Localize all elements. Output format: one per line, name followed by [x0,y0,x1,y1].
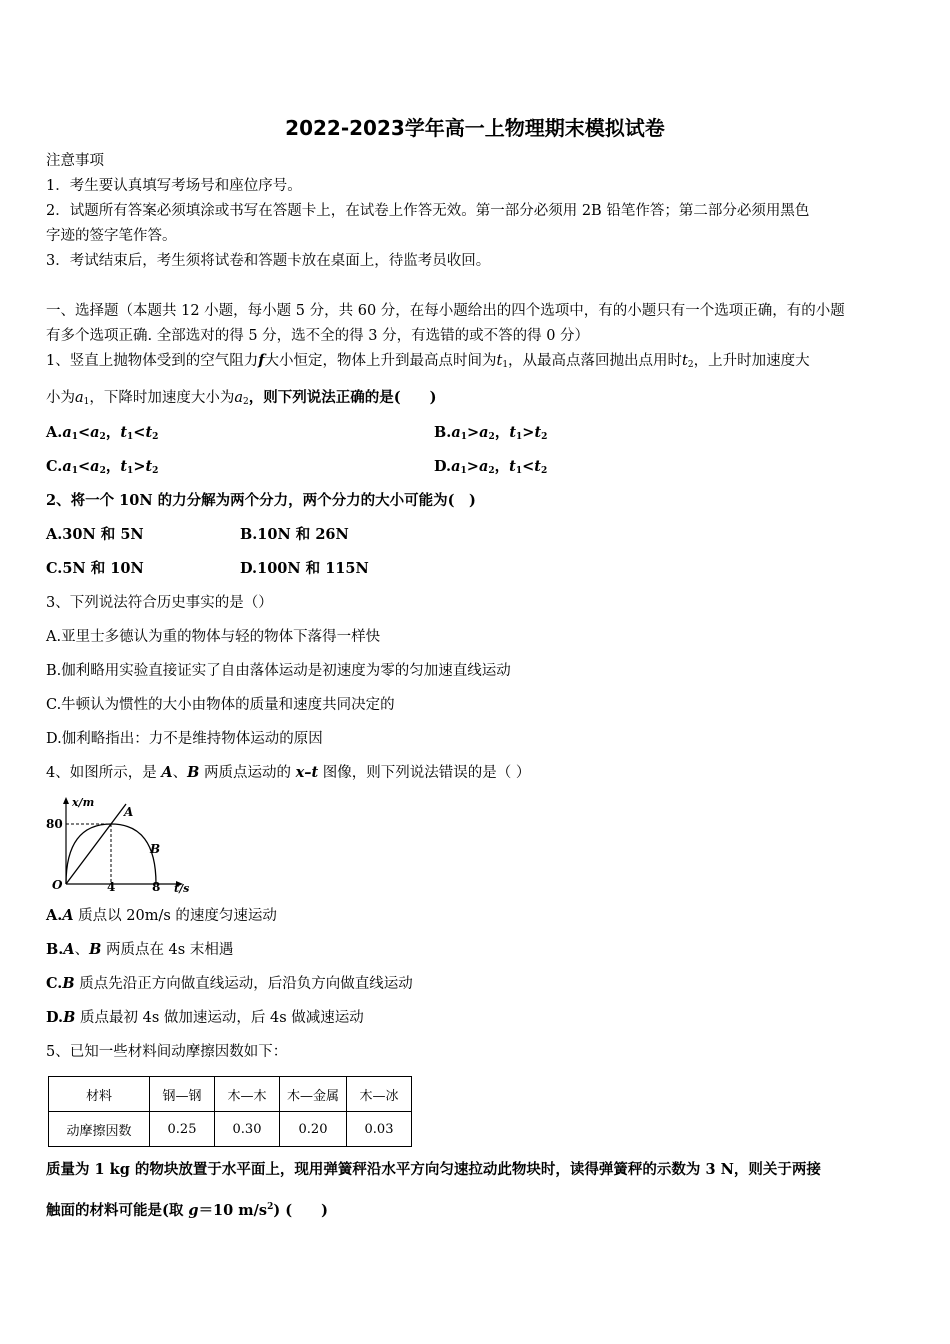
q4-option-d[interactable]: D.B 质点最初 4s 做加速运动，后 4s 做减速运动 [46,1009,364,1026]
notice-item-3: 3．考试结束后，考生须将试卷和答题卡放在桌面上，待监考员收回。 [46,253,491,269]
table-row [49,1077,412,1112]
q3-option-b[interactable]: B.伽利略用实验直接证实了自由落体运动是初速度为零的匀加速直线运动 [46,663,511,679]
q2-option-d[interactable]: D.100N 和 115N [240,560,369,577]
q3-stem: 3、下列说法符合历史事实的是（） [46,595,273,611]
q5-text-line1: 质量为 1 kg 的物块放置于水平面上，现用弹簧秤沿水平方向匀速拉动此物块时，读得弹簧秤的示数为 3 N，则关于两接 [46,1161,821,1178]
q5-stem: 5、已知一些材料间动摩擦因数如下： [46,1044,288,1060]
q4-xt-graph [40,792,200,900]
q3-option-a[interactable]: A.亚里士多德认为重的物体与轻的物体下落得一样快 [46,629,381,645]
q2-option-c[interactable]: C.5N 和 10N [46,560,144,577]
graph-tick-4: 4 [107,880,116,894]
q1-stem-line2: 小为$a_1$，下降时加速度大小为$a_2$，则下列说法正确的是( ) [46,389,437,407]
graph-origin: O [52,878,63,892]
table-header-cell: 钢—钢 [150,1077,215,1112]
q2-stem: 2、将一个 10N 的力分解为两个分力，两个分力的大小可能为( ) [46,492,476,509]
q1-option-d[interactable]: $D.a_1>a_2$，$t_1<t_2$ [434,458,548,476]
graph-tick-8: 8 [152,880,161,894]
notice-item-1: 1．考生要认真填写考场号和座位序号。 [46,178,302,194]
table-header-cell: 木—冰 [347,1077,412,1112]
section1-instruction-2: 有多个选项正确. 全部选对的得 5 分，选不全的得 3 分，有选错的或不答的得 0 分） [46,328,590,344]
table-cell: 动摩擦因数 [49,1112,150,1147]
q4-option-c[interactable]: C.B 质点先沿正方向做直线运动，后沿负方向做直线运动 [46,975,413,992]
graph-label-b: B [150,842,161,856]
q5-text-line2: 触面的材料可能是(取 g＝10 $m/s^2$) ( ) [46,1202,328,1219]
exam-title: 2022-2023学年高一上物理期末模拟试卷 [285,116,665,140]
graph-label-a: A [124,805,134,819]
table-header-cell: 材料 [49,1077,150,1112]
notice-heading: 注意事项 [46,153,104,169]
table-cell: 0.03 [347,1112,412,1147]
graph-xlabel: t/s [174,882,190,895]
table-cell: 0.20 [280,1112,347,1147]
q1-stem-line1: 1、竖直上抛物体受到的空气阻力f大小恒定，物体上升到最高点时间为$t_1$，从最高点落回抛出点用时$t_2$，上升时加速度大 [46,352,810,370]
q1-option-b[interactable]: $B.a_1>a_2$，$t_1>t_2$ [434,424,548,442]
table-header-cell: 木—木 [215,1077,280,1112]
line-a [66,804,126,884]
q1-option-c[interactable]: $C.a_1<a_2$，$t_1>t_2$ [46,458,159,476]
graph-tick-80: 80 [46,817,63,831]
y-axis-arrow [63,797,69,804]
graph-ylabel: x/m [72,796,95,809]
q3-option-d[interactable]: D.伽利略指出：力不是维持物体运动的原因 [46,731,323,747]
q2-option-a[interactable]: A.30N 和 5N [46,526,144,543]
table-row [49,1112,412,1147]
table-cell: 0.30 [215,1112,280,1147]
table-header-cell: 木—金属 [280,1077,347,1112]
q4-option-a[interactable]: A.A 质点以 20m/s 的速度匀速运动 [46,907,277,924]
q2-option-b[interactable]: B.10N 和 26N [240,526,349,543]
notice-item-2: 2．试题所有答案必须填涂或书写在答题卡上，在试卷上作答无效。第一部分必须用 2B 铅笔作答；第二部分必须用黑色 [46,203,810,219]
section1-instruction-1: 一、选择题（本题共 12 小题，每小题 5 分，共 60 分，在每小题给出的四个选项中，有的小题只有一个选项正确，有的小题 [46,303,845,319]
q3-option-c[interactable]: C.牛顿认为惯性的大小由物体的质量和速度共同决定的 [46,697,395,713]
notice-item-2-cont: 字迹的签字笔作答。 [46,228,177,244]
friction-table [48,1076,412,1147]
q4-option-b[interactable]: B.A、B 两质点在 4s 末相遇 [46,941,234,958]
q1-option-a[interactable]: $A.a_1<a_2$，$t_1<t_2$ [46,424,159,442]
q4-stem: 4、如图所示，是 A、B 两质点运动的 x–t 图像，则下列说法错误的是（ ） [46,764,531,781]
table-cell: 0.25 [150,1112,215,1147]
